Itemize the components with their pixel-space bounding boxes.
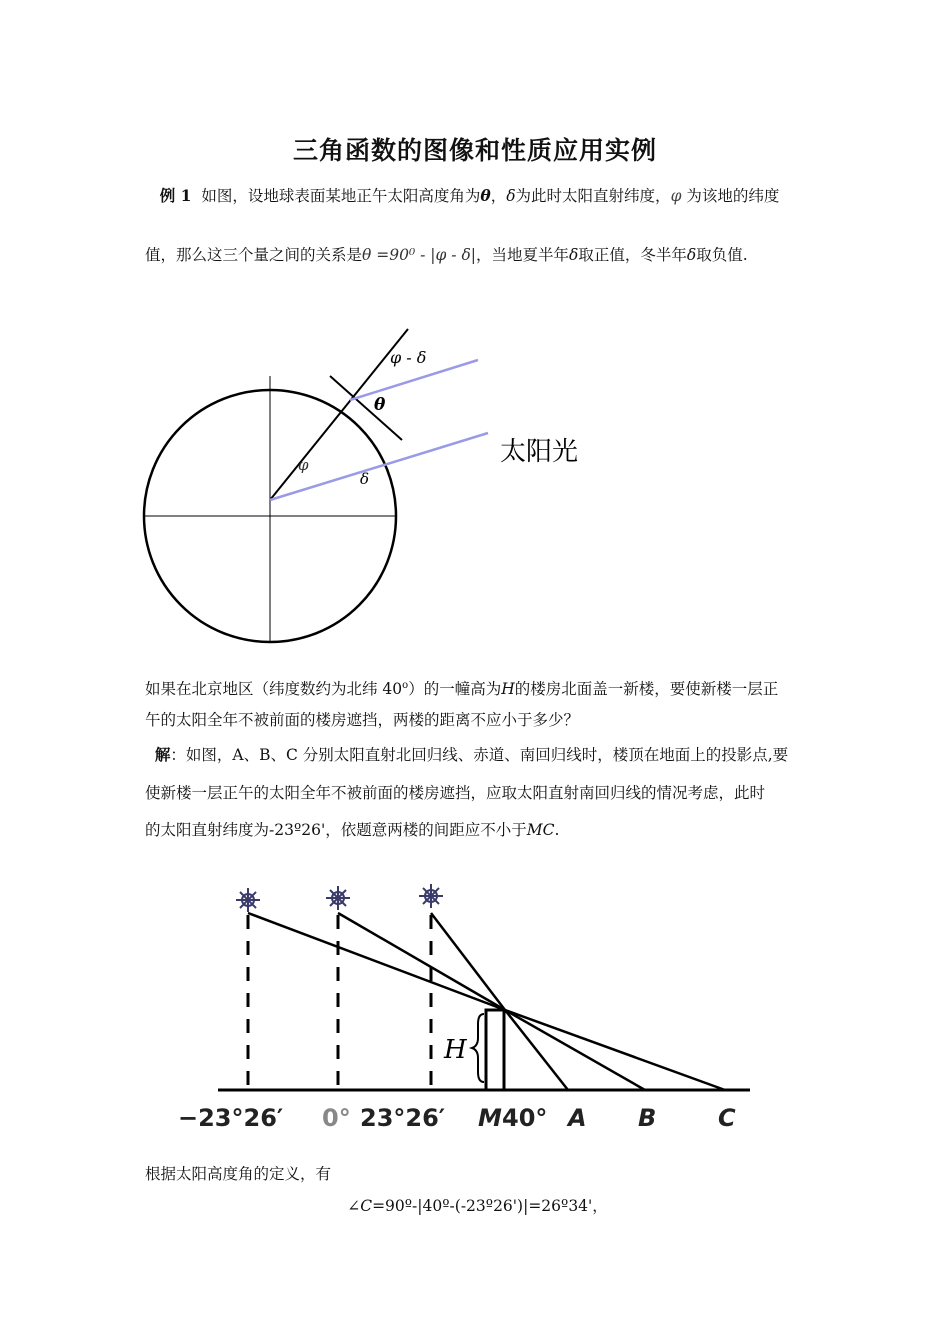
delta-label: δ <box>360 470 370 488</box>
example-label: 例 1 <box>159 186 192 205</box>
tick-label-north: 23°26′ <box>360 1104 446 1132</box>
phi-minus-delta-label: φ - δ <box>390 348 427 367</box>
solution-label: 解 <box>154 745 171 764</box>
label-40: 40° <box>502 1104 548 1132</box>
conclusion-line-1: 根据太阳高度角的定义，有 <box>145 1165 332 1183</box>
question-line-1: 如果在北京地区（纬度数约为北纬 40$^o$）的一幢高为H的楼房北面盖一新楼，要使新楼一层正 <box>145 680 779 699</box>
example-line-2: 值，那么这三个量之间的关系是θ =90⁰ - |φ - δ|，当地夏半年δ取正值，冬半年δ取负值. <box>145 246 748 264</box>
solution-line-1: 解：如图，A、B、C 分别太阳直射北回归线、赤道、南回归线时，楼顶在地面上的投影点,要 <box>154 745 789 764</box>
height-brace <box>472 1014 484 1082</box>
question-line-2: 午的太阳全年不被前面的楼房遮挡，两楼的距离不应小于多少？ <box>145 711 580 729</box>
solution-line-3: 的太阳直射纬度为-23º26'，依题意两楼的间距应不小于MC. <box>145 821 560 839</box>
example-line-1: 例 1 如图，设地球表面某地正午太阳高度角为θ，δ为此时太阳直射纬度，φ 为该地的纬度 <box>159 186 780 205</box>
label-A: A <box>568 1104 587 1132</box>
relation-formula: θ =90⁰ - |φ - δ| <box>362 246 477 264</box>
page-title: 三角函数的图像和性质应用实例 <box>292 136 657 165</box>
building <box>486 1010 504 1090</box>
theta-label: θ <box>374 395 386 415</box>
conclusion-formula: ∠C=90º-|40º-(-23º26')|=26º34'， <box>347 1197 608 1215</box>
label-M: M <box>478 1104 502 1132</box>
phi-label: φ <box>298 456 309 474</box>
height-label: H <box>444 1035 467 1065</box>
label-C: C <box>718 1104 736 1132</box>
tick-label-south: −23°26′ <box>178 1104 284 1132</box>
solution-line-2: 使新楼一层正午的太阳全年不被前面的楼房遮挡，应取太阳直射南回归线的情况考虑，此时 <box>145 784 766 802</box>
label-B: B <box>638 1104 657 1132</box>
sunlight-label: 太阳光 <box>500 437 579 467</box>
tick-label-equator: 0° <box>322 1104 351 1132</box>
